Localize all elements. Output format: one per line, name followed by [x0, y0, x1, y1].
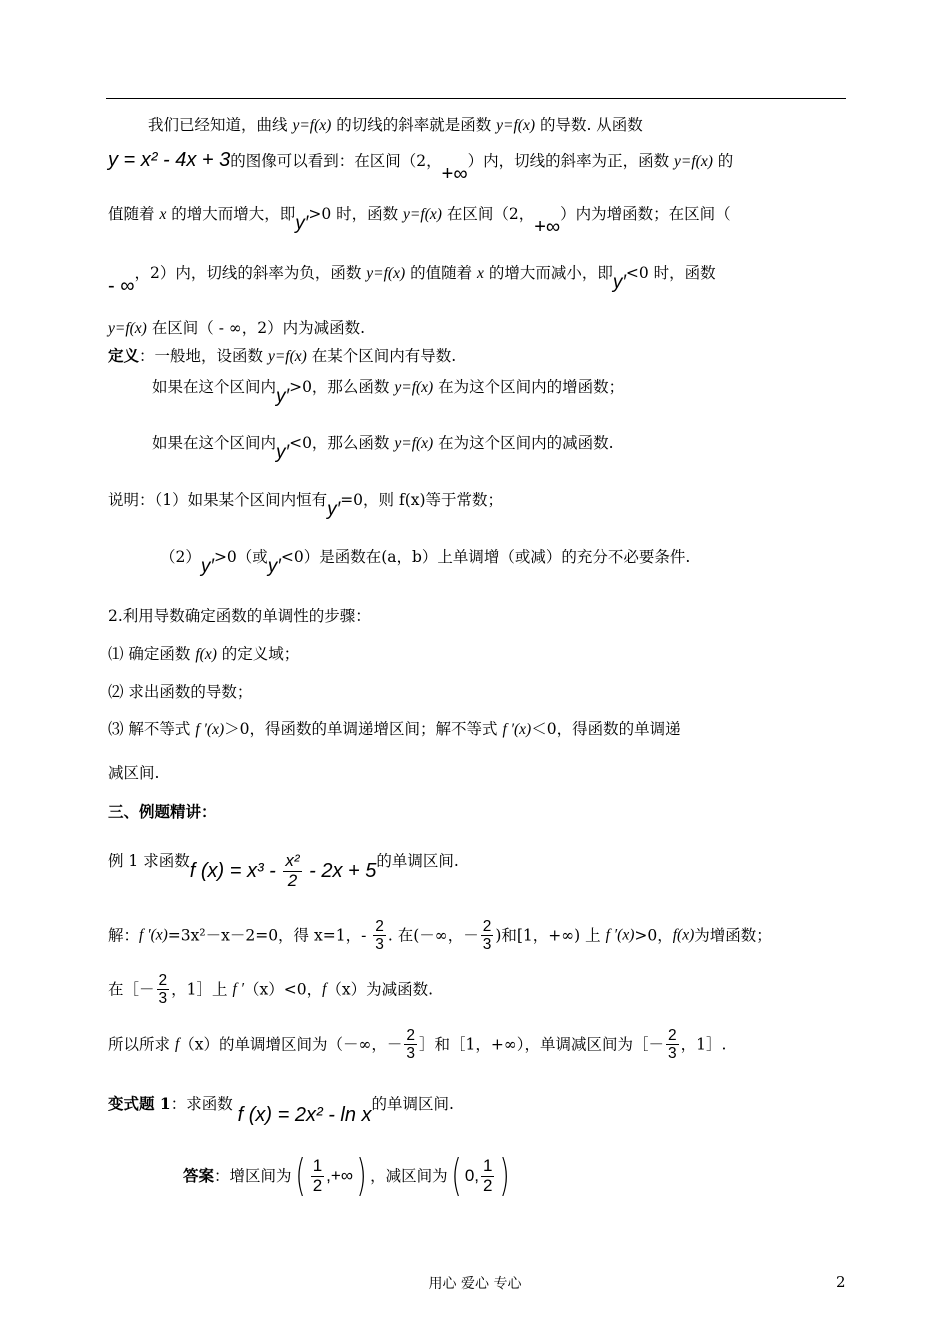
note-1: 说明：（1）如果某个区间内恒有y′=0，则 f(x)等于常数； [108, 491, 504, 520]
step-3-cont: 减区间. [108, 764, 160, 782]
step-3: ⑶ 解不等式 f ′(x)＞0，得函数的单调递增区间；解不等式 f ′(x)＜0，得函数的单调递 [108, 720, 681, 738]
fraction-one-half: $\frac{1}{2}$ [312, 1156, 323, 1195]
para1-line1: 我们已经知道，曲线 y=f(x) 的切线的斜率就是函数 y=f(x) 的导数. 从函数 [148, 116, 643, 134]
definition-decreasing: 如果在这个区间内y′<0，那么函数 y=f(x) 在为这个区间内的减函数. [152, 434, 614, 463]
answer-line: 答案：增区间为( $\frac{1}{2}$ ,+∞) ，减区间为( 0, $\frac{1}{2}$ ) [183, 1150, 511, 1202]
fraction-two-thirds: $\frac{2}{3}$ [668, 1027, 677, 1063]
variant-problem: 变式题 1：求函数 f (x) = 2x² - ln x的单调区间. [108, 1094, 454, 1126]
para1-line5: y=f(x) 在区间（ - ∞，2）内为减函数. [108, 319, 366, 337]
definition-increasing: 如果在这个区间内y′>0，那么函数 y=f(x) 在为这个区间内的增函数； [152, 378, 625, 407]
fraction-two-thirds: $\frac{2}{3}$ [406, 1027, 416, 1063]
fraction-two-thirds: $\frac{2}{3}$ [158, 972, 168, 1008]
solution-line1: 解：f ′(x)=3x²－x－2=0，得 x=1，- $\frac{2}{3}$ . 在(－∞，－ $\frac{2}{3}$ )和[1，+∞) 上 f ′(x)>0，f(x)为增函数； [108, 918, 772, 954]
section-heading: 三、例题精讲： [108, 802, 217, 821]
steps-title: 2.利用导数确定函数的单调性的步骤： [108, 607, 371, 625]
para1-line3: 值随着 x 的增大而增大，即y′>0 时，函数 y=f(x) 在区间（2，+∞）内为增函数；在区间（ [108, 205, 731, 238]
right-paren: ) [499, 1150, 511, 1202]
solution-line2: 在［－ $\frac{2}{3}$ ，1］上 f ′（x）<0，f（x）为减函数. [108, 972, 434, 1008]
example-1: 例 1 求函数f (x) = x³ - $\frac{\text{x²}}{2}$ - 2x + 5的单调区间. [108, 851, 459, 890]
right-paren: ) [356, 1150, 367, 1202]
fraction-one-half: $\frac{1}{2}$ [483, 1156, 493, 1195]
fraction-two-thirds: $\frac{2}{3}$ [482, 918, 492, 954]
definition-line: 定义：一般地，设函数 y=f(x) 在某个区间内有导数. [108, 346, 457, 365]
note-2: （2）y′>0（或y′<0）是函数在(a，b）上单调增（或减）的充分不必要条件. [160, 548, 691, 577]
page-footer: 用心 爱心 专心 [428, 1276, 522, 1292]
header-rule [106, 98, 846, 99]
solution-line3: 所以所求 f（x）的单调增区间为（－∞，－ $\frac{2}{3}$ ］和［1，+∞），单调减区间为［－ $\frac{2}{3}$ ，1］. [108, 1027, 727, 1063]
para1-line2: y = x² - 4x + 3的图像可以看到：在区间（2，+∞）内，切线的斜率为正，函数 y=f(x) 的 [108, 149, 734, 185]
step-2: ⑵ 求出函数的导数； [108, 683, 253, 701]
step-1: ⑴ 确定函数 f(x) 的定义域； [108, 645, 300, 663]
left-paren: ( [451, 1150, 462, 1202]
page-number: 2 [836, 1273, 846, 1291]
left-paren: ( [294, 1150, 306, 1202]
fraction-two-thirds: $\frac{2}{3}$ [375, 918, 384, 954]
para1-line4: - ∞，2）内，切线的斜率为负，函数 y=f(x) 的值随着 x 的增大而减小，即y′<0 时，函数 [108, 264, 716, 297]
example-fraction: $\frac{\text{x²}}{2}$ [285, 851, 300, 890]
